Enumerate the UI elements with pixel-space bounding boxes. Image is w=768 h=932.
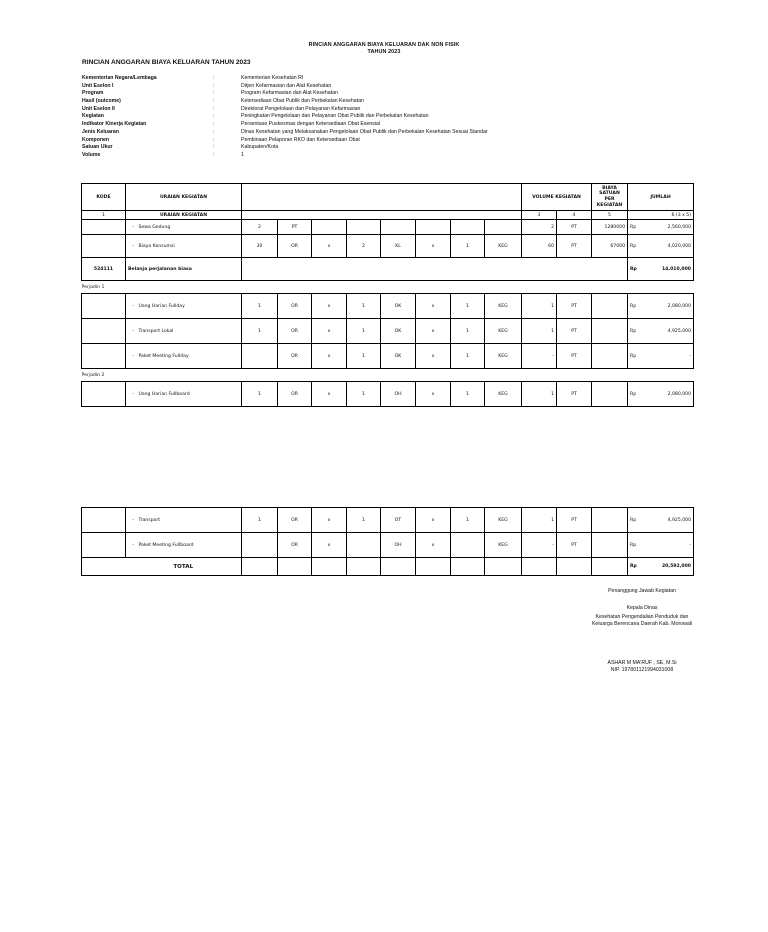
item-name: Paket Meeting Fullboard bbox=[138, 542, 194, 548]
cell-rp: Rp bbox=[628, 382, 642, 407]
cell-sat: PT bbox=[557, 220, 592, 235]
info-value: Peningkatan Pengelolaan dan Pelayanan Obat Publik dan Perbekalan Kesehatan bbox=[241, 113, 429, 120]
cell-q3: 1 bbox=[451, 294, 485, 319]
cell-biaya bbox=[592, 344, 628, 369]
document-title: RINCIAN ANGGARAN BIAYA KELUARAN DAK NON FISIK bbox=[308, 42, 460, 48]
section-label: Perjadin 1 bbox=[82, 281, 694, 294]
info-value: Dinas Kesehatan yang Melaksanakan Pengelolaan Obat Publik dan Perbekalan Kesehatan Sesuai Standar bbox=[241, 128, 488, 135]
table-row bbox=[82, 294, 694, 319]
header-volume: VOLUME KEGIATAN bbox=[522, 184, 592, 211]
cell-biaya bbox=[592, 508, 628, 533]
cell-kode bbox=[82, 558, 126, 576]
cell-rp: Rp bbox=[628, 235, 642, 258]
cell-q2: 1 bbox=[347, 508, 381, 533]
cell-q2: 1 bbox=[347, 294, 381, 319]
cell-vol: - bbox=[522, 533, 557, 558]
cell-q2: 2 bbox=[347, 235, 381, 258]
table-row bbox=[82, 235, 694, 258]
cell-empty bbox=[416, 558, 451, 576]
info-label: Hasil (outcome) bbox=[82, 98, 121, 105]
cell-u3: KEG bbox=[485, 382, 522, 407]
total-label: TOTAL bbox=[126, 558, 242, 576]
cell-uraian bbox=[126, 235, 242, 258]
item-dash: - bbox=[132, 303, 135, 309]
cell-jumlah: 2,560,000 bbox=[642, 220, 694, 235]
cell-q3: 1 bbox=[451, 382, 485, 407]
info-value: Persentase Puskesmas dengan Ketersediaan Obat Esensial bbox=[241, 121, 380, 128]
item-dash: - bbox=[132, 243, 135, 249]
cell-x1: x bbox=[312, 344, 347, 369]
cell-u1: OR bbox=[278, 235, 312, 258]
cell-q1: 1 bbox=[242, 382, 278, 407]
signature-nip: NIP. 197801121994031008 bbox=[610, 666, 674, 673]
cell-uraian bbox=[126, 294, 242, 319]
cell-q1: 1 bbox=[242, 294, 278, 319]
cell-uraian bbox=[126, 508, 242, 533]
info-colon: : bbox=[213, 121, 215, 128]
cell-biaya: 67000 bbox=[592, 235, 628, 258]
cell-vol: - bbox=[522, 344, 557, 369]
info-label: Kegiatan bbox=[82, 113, 104, 120]
cell-u1: OR bbox=[278, 533, 312, 558]
cell-u2: OK bbox=[381, 344, 416, 369]
cell-q3: 1 bbox=[451, 508, 485, 533]
table-row bbox=[82, 344, 694, 369]
cell-sat: PT bbox=[557, 382, 592, 407]
cell-biaya bbox=[592, 294, 628, 319]
cell-u3: KEG bbox=[485, 294, 522, 319]
num-detail bbox=[242, 211, 522, 220]
info-label: Volume bbox=[82, 151, 101, 158]
cell-u3: KEG bbox=[485, 533, 522, 558]
cell-vol: 60 bbox=[522, 235, 557, 258]
num-uraian: URAIAN KEGIATAN bbox=[126, 211, 242, 220]
info-colon: : bbox=[213, 90, 215, 97]
cell-x2: x bbox=[416, 508, 451, 533]
header-detail bbox=[242, 184, 522, 211]
info-value: Program Kefarmasian dan Alat Kesehatan bbox=[241, 90, 338, 97]
info-colon: : bbox=[213, 128, 215, 135]
cell-uraian bbox=[126, 382, 242, 407]
cell-u2: OH bbox=[381, 382, 416, 407]
cell-biaya bbox=[592, 319, 628, 344]
cell-kode bbox=[82, 344, 126, 369]
info-label: Indikator Kinerja Kegiatan bbox=[82, 121, 147, 128]
cell-empty bbox=[278, 558, 312, 576]
cell-u2 bbox=[381, 220, 416, 235]
info-value: Ketersediaan Obat Publik dan Perbekalan Kesehatan bbox=[241, 98, 364, 105]
cell-empty bbox=[485, 558, 522, 576]
info-label: Kementerian Negara/Lembaga bbox=[82, 75, 157, 81]
section-label: Perjadin 2 bbox=[82, 369, 694, 382]
info-colon: : bbox=[213, 75, 215, 81]
cell-q2 bbox=[347, 533, 381, 558]
cell-q1: 2 bbox=[242, 220, 278, 235]
num-jumlah: 6 (3 x 5) bbox=[628, 211, 694, 220]
cell-jumlah: 4,925,000 bbox=[642, 319, 694, 344]
table-row bbox=[82, 382, 694, 407]
cell-vol: 1 bbox=[522, 294, 557, 319]
item-dash: - bbox=[132, 542, 135, 548]
cell-rp: Rp bbox=[628, 508, 642, 533]
item-dash: - bbox=[132, 391, 135, 397]
table-row-belanja bbox=[82, 258, 694, 281]
cell-q2: 1 bbox=[347, 319, 381, 344]
cell-x1 bbox=[312, 220, 347, 235]
cell-sat: PT bbox=[557, 319, 592, 344]
cell-q1: 1 bbox=[242, 508, 278, 533]
info-colon: : bbox=[213, 82, 215, 89]
cell-empty bbox=[592, 558, 628, 576]
info-value: Ditjen Kefarmasian dan Alat Kesehatan bbox=[241, 82, 332, 89]
cell-u1: OR bbox=[278, 508, 312, 533]
cell-x2: x bbox=[416, 382, 451, 407]
item-dash: - bbox=[132, 517, 135, 523]
header-jumlah: JUMLAH bbox=[628, 184, 694, 211]
cell-u2: OK bbox=[381, 294, 416, 319]
cell-uraian bbox=[126, 319, 242, 344]
cell-u2: KL bbox=[381, 235, 416, 258]
cell-uraian: Belanja perjalanan biasa bbox=[126, 258, 242, 281]
info-value: Direktorat Pengelolaan dan Pelayanan Kefarmasian bbox=[241, 105, 361, 112]
table-number-row bbox=[82, 211, 694, 220]
info-label: Jenis Keluaran bbox=[82, 128, 119, 135]
cell-u1: OR bbox=[278, 319, 312, 344]
budget-table-continued bbox=[81, 507, 694, 576]
cell-u1: OR bbox=[278, 344, 312, 369]
cell-empty bbox=[242, 258, 628, 281]
cell-u1: PT bbox=[278, 220, 312, 235]
cell-vol: 1 bbox=[522, 508, 557, 533]
info-colon: : bbox=[213, 98, 215, 105]
num-vol: 3 bbox=[522, 211, 557, 220]
cell-jumlah: 2,080,000 bbox=[642, 382, 694, 407]
item-name: Paket Meeting Fullday bbox=[138, 353, 189, 359]
num-kode: 1 bbox=[82, 211, 126, 220]
cell-rp: Rp bbox=[628, 558, 642, 576]
item-dash: - bbox=[132, 328, 135, 334]
cell-q1: 30 bbox=[242, 235, 278, 258]
cell-sat: PT bbox=[557, 294, 592, 319]
cell-vol: 1 bbox=[522, 319, 557, 344]
cell-q2 bbox=[347, 220, 381, 235]
cell-sat: PT bbox=[557, 508, 592, 533]
num-biaya: 5 bbox=[592, 211, 628, 220]
cell-u2: OK bbox=[381, 319, 416, 344]
cell-jumlah: - bbox=[642, 344, 694, 369]
cell-u3: KEG bbox=[485, 344, 522, 369]
cell-kode bbox=[82, 382, 126, 407]
cell-empty bbox=[451, 558, 485, 576]
cell-kode bbox=[82, 533, 126, 558]
item-dash: - bbox=[132, 353, 135, 359]
cell-vol: 1 bbox=[522, 382, 557, 407]
cell-kode bbox=[82, 319, 126, 344]
budget-table bbox=[81, 183, 694, 407]
num-sat: 4 bbox=[557, 211, 592, 220]
item-name: Uang Harian Fullday bbox=[138, 303, 185, 309]
cell-jumlah: 4,925,000 bbox=[642, 508, 694, 533]
info-colon: : bbox=[213, 136, 215, 143]
cell-jumlah: 4,020,000 bbox=[642, 235, 694, 258]
signature-block bbox=[584, 588, 700, 673]
cell-x1: x bbox=[312, 235, 347, 258]
info-label: Komponen bbox=[82, 136, 110, 143]
cell-x2 bbox=[416, 220, 451, 235]
cell-rp: Rp bbox=[628, 258, 642, 281]
cell-empty bbox=[557, 558, 592, 576]
cell-rp: Rp bbox=[628, 220, 642, 235]
cell-u3 bbox=[485, 220, 522, 235]
cell-q1: 1 bbox=[242, 319, 278, 344]
total-amount: 20,592,000 bbox=[642, 558, 694, 576]
cell-q2: 1 bbox=[347, 344, 381, 369]
info-value: Kabupaten/Kota bbox=[241, 144, 279, 151]
document-year: TAHUN 2023 bbox=[367, 49, 401, 55]
table-row-section bbox=[82, 281, 694, 294]
cell-q1 bbox=[242, 533, 278, 558]
cell-rp: Rp bbox=[628, 294, 642, 319]
cell-q2: 1 bbox=[347, 382, 381, 407]
info-colon: : bbox=[213, 105, 215, 112]
cell-biaya: 1280000 bbox=[592, 220, 628, 235]
cell-sat: PT bbox=[557, 344, 592, 369]
cell-kode bbox=[82, 294, 126, 319]
cell-empty bbox=[381, 558, 416, 576]
item-dash: - bbox=[132, 224, 135, 230]
cell-uraian bbox=[126, 344, 242, 369]
table-row bbox=[82, 220, 694, 235]
cell-q3: 1 bbox=[451, 319, 485, 344]
signature-name: ASHAR M MA'RUF , SE, M.Si bbox=[607, 660, 677, 666]
info-colon: : bbox=[213, 113, 215, 120]
cell-u3: KEG bbox=[485, 235, 522, 258]
table-row bbox=[82, 533, 694, 558]
cell-empty bbox=[242, 558, 278, 576]
cell-q3: 1 bbox=[451, 344, 485, 369]
header-biaya: BIAYA SATUAN PER KEGIATAN bbox=[592, 184, 628, 211]
cell-jumlah: 14,010,000 bbox=[642, 258, 694, 281]
cell-q3: 1 bbox=[451, 235, 485, 258]
info-label: Unit Eselon II bbox=[82, 105, 115, 112]
cell-u1: OR bbox=[278, 294, 312, 319]
cell-kode bbox=[82, 220, 126, 235]
table-header-row bbox=[82, 184, 694, 211]
cell-kode: 524111 bbox=[82, 258, 126, 281]
header-kode: KODE bbox=[82, 184, 126, 211]
info-value: 1 bbox=[241, 151, 244, 158]
table-row-total bbox=[82, 558, 694, 576]
item-name: Sewa Gedung bbox=[138, 224, 171, 230]
item-name: Biaya Konsumsi bbox=[138, 243, 175, 249]
cell-x2: x bbox=[416, 344, 451, 369]
cell-q3 bbox=[451, 533, 485, 558]
cell-x1: x bbox=[312, 533, 347, 558]
cell-x1: x bbox=[312, 319, 347, 344]
info-colon: : bbox=[213, 144, 215, 151]
table-row bbox=[82, 508, 694, 533]
table-row-section bbox=[82, 369, 694, 382]
cell-empty bbox=[312, 558, 347, 576]
info-label: Program bbox=[82, 90, 104, 97]
cell-biaya bbox=[592, 382, 628, 407]
cell-rp: Rp bbox=[628, 344, 642, 369]
cell-vol: 2 bbox=[522, 220, 557, 235]
cell-u3: KEG bbox=[485, 508, 522, 533]
cell-u2: OH bbox=[381, 533, 416, 558]
item-name: Uang Harian Fullboard bbox=[138, 391, 190, 397]
item-name: Transport Lokal bbox=[138, 328, 174, 334]
cell-x2: x bbox=[416, 235, 451, 258]
signature-role: Penanggung Jawab Kegiatan bbox=[608, 588, 676, 594]
cell-rp: Rp bbox=[628, 533, 642, 558]
cell-x1: x bbox=[312, 294, 347, 319]
cell-x2: x bbox=[416, 294, 451, 319]
cell-x1: x bbox=[312, 508, 347, 533]
info-label: Unit Eselon I bbox=[82, 82, 114, 89]
cell-kode bbox=[82, 235, 126, 258]
cell-u2: OT bbox=[381, 508, 416, 533]
cell-empty bbox=[522, 558, 557, 576]
signature-office: Kesehatan Pengendalian Penduduk dan Keluarga Berencana Daerah Kab. Morowali bbox=[591, 614, 693, 627]
cell-uraian bbox=[126, 220, 242, 235]
cell-rp: Rp bbox=[628, 319, 642, 344]
header-uraian: URAIAN KEGIATAN bbox=[126, 184, 242, 211]
cell-biaya bbox=[592, 533, 628, 558]
info-value: Kementerian Kesehatan RI bbox=[241, 75, 304, 81]
cell-sat: PT bbox=[557, 533, 592, 558]
info-colon: : bbox=[213, 151, 215, 158]
document-subtitle: RINCIAN ANGGARAN BIAYA KELUARAN TAHUN 2023 bbox=[82, 59, 251, 66]
cell-u1: OR bbox=[278, 382, 312, 407]
table-row bbox=[82, 319, 694, 344]
info-label: Satuan Ukur bbox=[82, 144, 113, 151]
cell-q3 bbox=[451, 220, 485, 235]
signature-position: Kepala Dinas bbox=[626, 604, 658, 611]
cell-sat: PT bbox=[557, 235, 592, 258]
item-name: Transport bbox=[138, 517, 161, 523]
cell-x2: x bbox=[416, 319, 451, 344]
cell-u3: KEG bbox=[485, 319, 522, 344]
cell-q1 bbox=[242, 344, 278, 369]
cell-jumlah: - bbox=[642, 533, 694, 558]
cell-kode bbox=[82, 508, 126, 533]
info-value: Pembinaan Pelaporan RKO dan Ketersediaan Obat bbox=[241, 136, 360, 143]
cell-empty bbox=[347, 558, 381, 576]
cell-uraian bbox=[126, 533, 242, 558]
cell-x2: x bbox=[416, 533, 451, 558]
cell-x1: x bbox=[312, 382, 347, 407]
cell-jumlah: 2,080,000 bbox=[642, 294, 694, 319]
